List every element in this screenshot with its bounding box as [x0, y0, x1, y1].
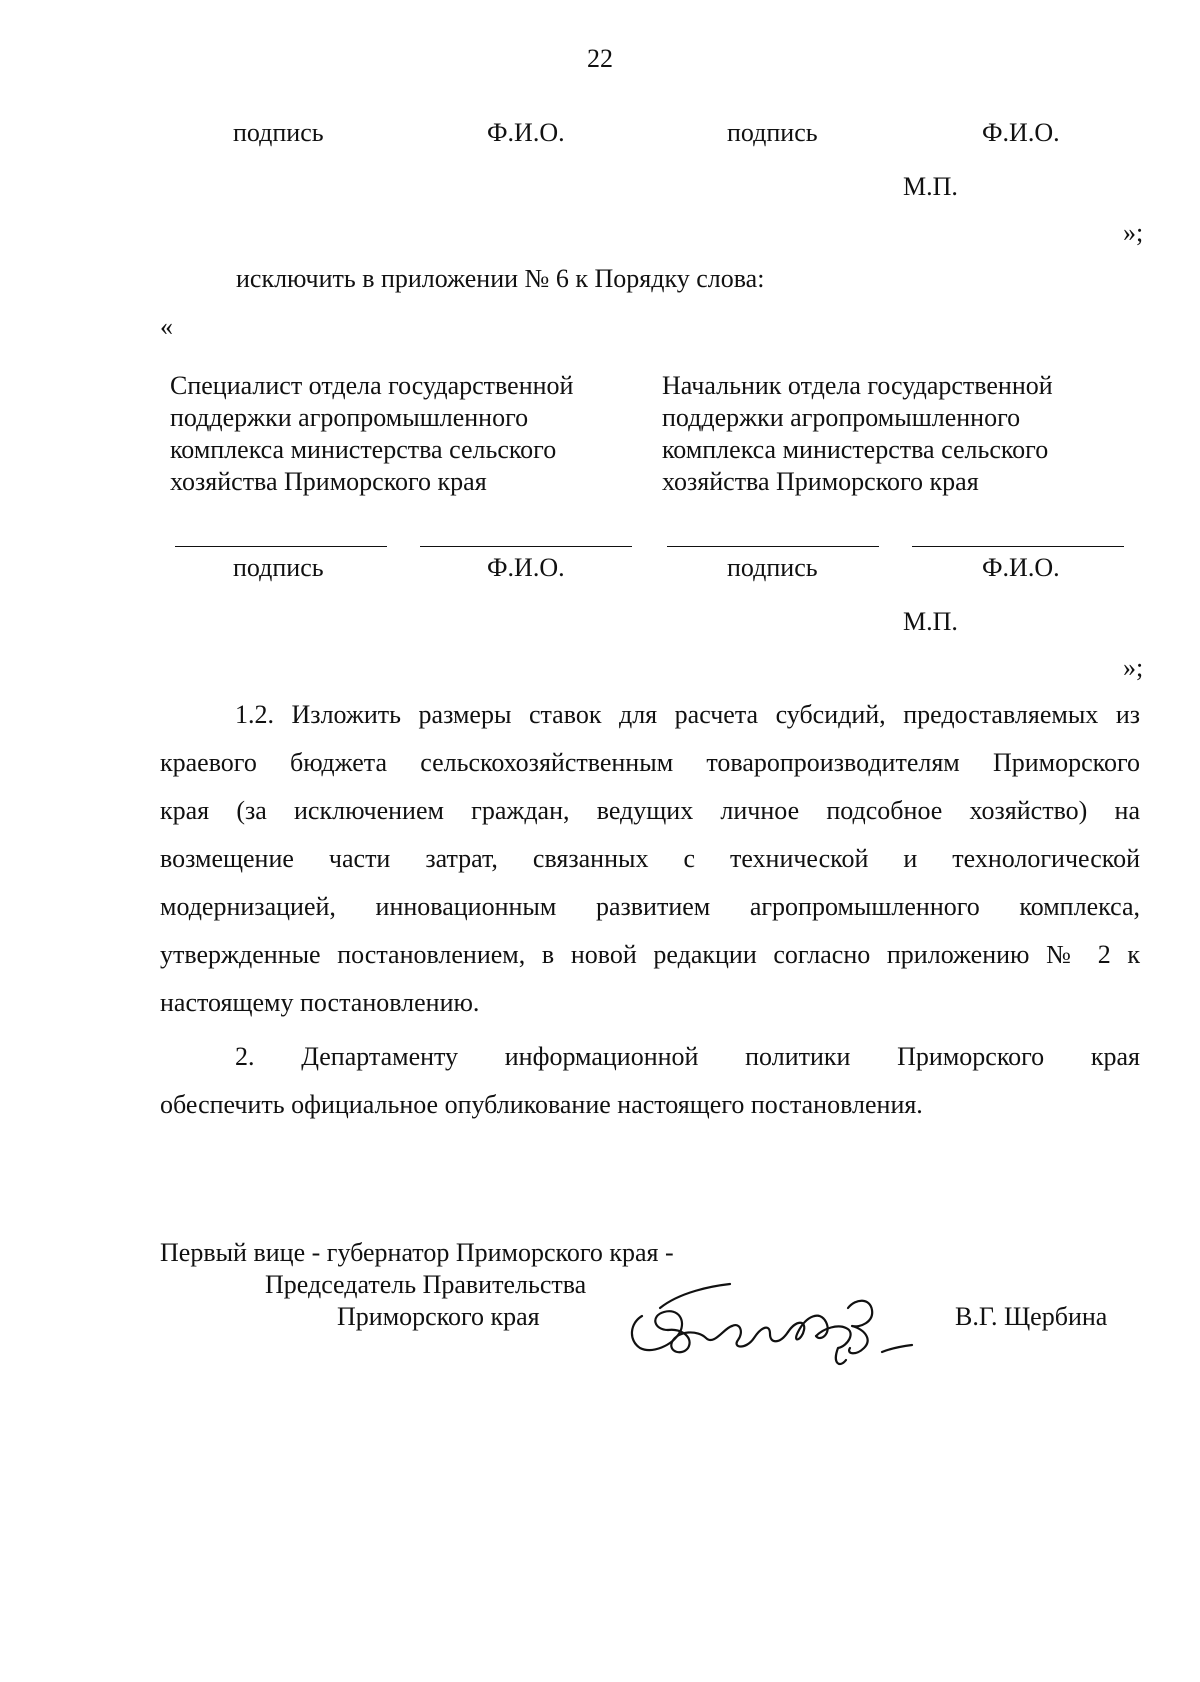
- paragraph-1-2: [160, 700, 1140, 1018]
- paragraph-line: обеспечить официальное опубликование настоящего постановления.: [160, 1090, 923, 1119]
- paragraph-line: краевого бюджета сельскохозяйственным товаропроизводителям Приморского: [160, 748, 1140, 777]
- paragraph-line: модернизацией, инновационным развитием агропромышленного комплекса,: [160, 892, 1140, 921]
- top-stamp-label: М.П.: [903, 172, 958, 201]
- left-position-block: [170, 370, 573, 498]
- right-block-line: Начальник отдела государственной: [662, 371, 1053, 400]
- name-line: [912, 546, 1124, 547]
- left-block-line: поддержки агропромышленного: [170, 403, 529, 432]
- paragraph-line: настоящему постановлению.: [160, 988, 480, 1017]
- bottom-right-name-label: Ф.И.О.: [982, 553, 1060, 582]
- top-left-signature-label: подпись: [233, 118, 324, 147]
- right-position-block: [662, 370, 1053, 498]
- bottom-left-signature-label: подпись: [233, 553, 324, 582]
- bottom-left-name-label: Ф.И.О.: [487, 553, 565, 582]
- top-left-name-label: Ф.И.О.: [487, 118, 565, 147]
- right-block-line: хозяйства Приморского края: [662, 467, 979, 496]
- signatory-title-line2: Председатель Правительства: [265, 1270, 587, 1299]
- signatory-name: В.Г. Щербина: [955, 1302, 1108, 1331]
- handwritten-signature: [620, 1268, 920, 1378]
- left-block-line: Специалист отдела государственной: [170, 371, 574, 400]
- bottom-stamp-label: М.П.: [903, 607, 958, 636]
- top-right-signature-label: подпись: [727, 118, 818, 147]
- paragraph-line: утвержденные постановлением, в новой редакции согласно приложению № 2 к: [160, 940, 1140, 969]
- paragraph-2: [160, 1042, 1140, 1120]
- paragraph-line: возмещение части затрат, связанных с технической и технологической: [160, 844, 1140, 873]
- paragraph-line: края (за исключением граждан, ведущих личное подсобное хозяйство) на: [160, 796, 1140, 825]
- signatory-title-line1: Первый вице - губернатор Приморского края -: [160, 1238, 674, 1267]
- name-line: [420, 546, 632, 547]
- bottom-close-quote: »;: [1123, 653, 1144, 682]
- paragraph-line: 1.2. Изложить размеры ставок для расчета субсидий, предоставляемых из: [235, 700, 1140, 729]
- open-quote: «: [160, 312, 173, 341]
- left-block-line: хозяйства Приморского края: [170, 467, 487, 496]
- right-block-line: комплекса министерства сельского: [662, 435, 1049, 464]
- top-close-quote: »;: [1123, 218, 1144, 247]
- right-block-line: поддержки агропромышленного: [662, 403, 1021, 432]
- exclude-instruction: исключить в приложении № 6 к Порядку слова:: [236, 264, 765, 293]
- page-number: 22: [587, 44, 613, 73]
- top-right-name-label: Ф.И.О.: [982, 118, 1060, 147]
- signature-line: [667, 546, 879, 547]
- paragraph-line: 2. Департаменту информационной политики Приморского края: [235, 1042, 1140, 1071]
- left-block-line: комплекса министерства сельского: [170, 435, 557, 464]
- signature-line: [175, 546, 387, 547]
- signatory-title-line3: Приморского края: [337, 1302, 540, 1331]
- bottom-right-signature-label: подпись: [727, 553, 818, 582]
